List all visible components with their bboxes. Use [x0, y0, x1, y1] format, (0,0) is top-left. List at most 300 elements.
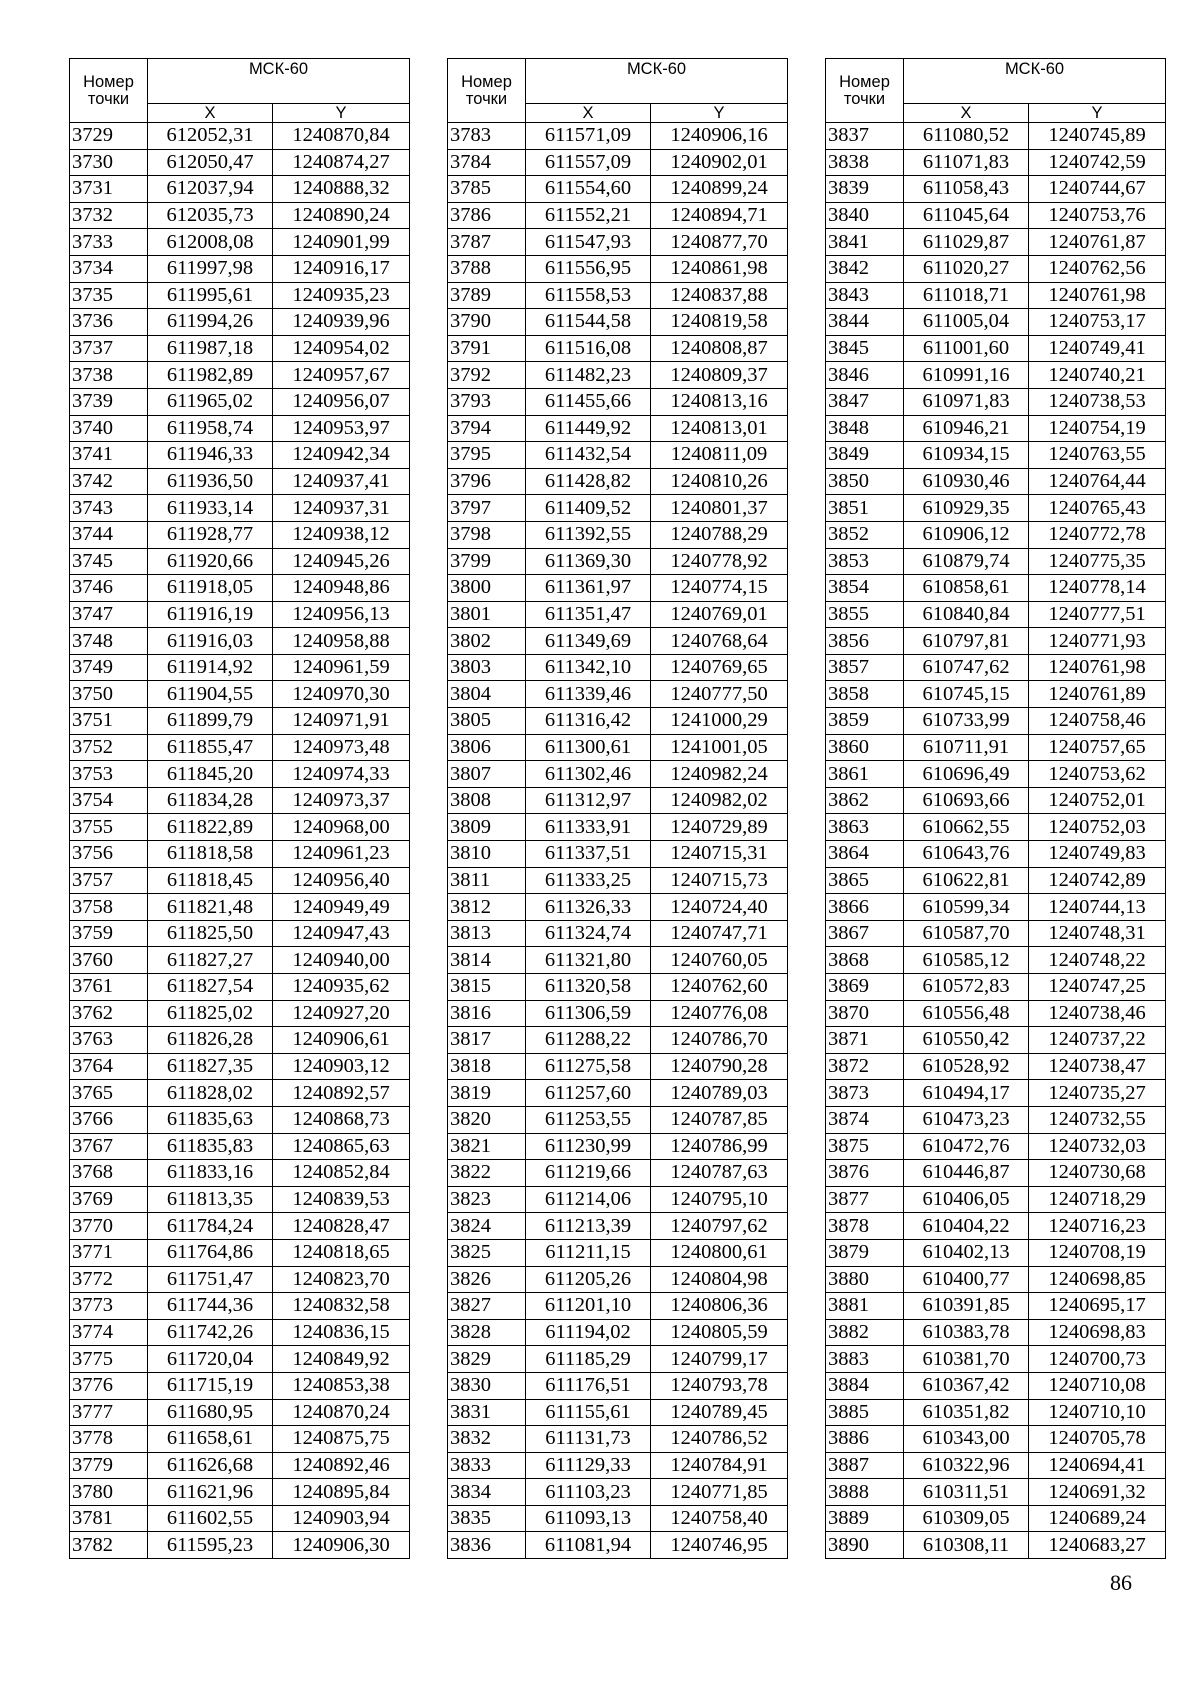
point-number-cell: 3746: [70, 575, 148, 602]
point-number-cell: 3818: [448, 1053, 526, 1080]
y-coordinate-cell: 1240903,94: [273, 1505, 410, 1532]
point-number-cell: 3748: [70, 628, 148, 655]
point-number-cell: 3792: [448, 362, 526, 389]
point-number-cell: 3819: [448, 1080, 526, 1107]
table-row: [826, 468, 1166, 495]
x-coordinate-cell: 611288,22: [526, 1027, 651, 1054]
table-row: [448, 335, 788, 362]
point-number-cell: 3875: [826, 1133, 904, 1160]
table-row: [826, 1213, 1166, 1240]
y-coordinate-cell: 1240956,40: [273, 867, 410, 894]
point-number-cell: 3814: [448, 947, 526, 974]
page-number: 86: [1110, 1570, 1132, 1595]
table-row: [70, 1532, 410, 1559]
point-number-cell: 3847: [826, 388, 904, 415]
x-coordinate-cell: 610400,77: [904, 1266, 1029, 1293]
x-coordinate-cell: 610528,92: [904, 1053, 1029, 1080]
table-row: [448, 123, 788, 150]
table-row: [448, 1000, 788, 1027]
table-row: [70, 442, 410, 469]
table-row: [826, 894, 1166, 921]
point-number-cell: 3850: [826, 468, 904, 495]
y-coordinate-cell: 1240769,01: [651, 601, 788, 628]
x-coordinate-cell: 611845,20: [148, 761, 273, 788]
x-coordinate-cell: 611544,58: [526, 309, 651, 336]
table-row: [70, 1479, 410, 1506]
point-number-cell: 3769: [70, 1186, 148, 1213]
point-number-cell: 3848: [826, 415, 904, 442]
table-row: [70, 1505, 410, 1532]
table-row: [448, 149, 788, 176]
table-row: [448, 309, 788, 336]
y-coordinate-cell: 1240732,55: [1029, 1106, 1166, 1133]
point-number-cell: 3781: [70, 1505, 148, 1532]
point-number-cell: 3806: [448, 734, 526, 761]
y-coordinate-cell: 1240892,57: [273, 1080, 410, 1107]
point-number-cell: 3784: [448, 149, 526, 176]
table-row: [826, 734, 1166, 761]
y-coordinate-cell: 1240892,46: [273, 1452, 410, 1479]
point-number-cell: 3732: [70, 202, 148, 229]
table-row: [448, 814, 788, 841]
y-coordinate-cell: 1240939,96: [273, 309, 410, 336]
point-number-cell: 3884: [826, 1372, 904, 1399]
table-row: [70, 282, 410, 309]
y-coordinate-cell: 1240695,17: [1029, 1293, 1166, 1320]
table-row: [448, 1027, 788, 1054]
y-coordinate-cell: 1240705,78: [1029, 1426, 1166, 1453]
y-coordinate-cell: 1240763,55: [1029, 442, 1166, 469]
y-coordinate-cell: 1240865,63: [273, 1133, 410, 1160]
x-coordinate-cell: 611825,02: [148, 1000, 273, 1027]
y-coordinate-cell: 1240902,01: [651, 149, 788, 176]
y-coordinate-cell: 1240771,93: [1029, 628, 1166, 655]
y-coordinate-cell: 1240789,03: [651, 1080, 788, 1107]
y-coordinate-cell: 1240757,65: [1029, 734, 1166, 761]
x-coordinate-cell: 611835,83: [148, 1133, 273, 1160]
y-coordinate-cell: 1240861,98: [651, 255, 788, 282]
y-coordinate-cell: 1240937,31: [273, 495, 410, 522]
table-row: [70, 947, 410, 974]
y-coordinate-cell: 1240877,70: [651, 229, 788, 256]
y-coordinate-cell: 1240746,95: [651, 1532, 788, 1559]
x-coordinate-cell: 610585,12: [904, 947, 1029, 974]
point-number-cell: 3770: [70, 1213, 148, 1240]
x-coordinate-cell: 611449,92: [526, 415, 651, 442]
y-coordinate-cell: 1240742,89: [1029, 867, 1166, 894]
table-row: [826, 362, 1166, 389]
table-row: [70, 1186, 410, 1213]
y-coordinate-cell: 1240694,41: [1029, 1452, 1166, 1479]
point-number-cell: 3803: [448, 654, 526, 681]
point-number-cell: 3876: [826, 1160, 904, 1187]
column-header-coordinate-system: МСК-60: [526, 59, 788, 104]
point-number-cell: 3758: [70, 894, 148, 921]
y-coordinate-cell: 1240901,99: [273, 229, 410, 256]
point-number-cell: 3795: [448, 442, 526, 469]
table-row: [826, 1160, 1166, 1187]
x-coordinate-cell: 611987,18: [148, 335, 273, 362]
y-coordinate-cell: 1240745,89: [1029, 123, 1166, 150]
point-number-cell: 3775: [70, 1346, 148, 1373]
table-row: [70, 149, 410, 176]
point-number-cell: 3813: [448, 920, 526, 947]
y-coordinate-cell: 1240689,24: [1029, 1505, 1166, 1532]
point-number-cell: 3738: [70, 362, 148, 389]
point-number-cell: 3802: [448, 628, 526, 655]
y-coordinate-cell: 1240738,53: [1029, 388, 1166, 415]
y-coordinate-cell: 1240715,73: [651, 867, 788, 894]
point-number-cell: 3854: [826, 575, 904, 602]
point-number-cell: 3851: [826, 495, 904, 522]
table-row: [826, 1399, 1166, 1426]
x-coordinate-cell: 611626,68: [148, 1452, 273, 1479]
x-coordinate-cell: 610879,74: [904, 548, 1029, 575]
y-coordinate-cell: 1240849,92: [273, 1346, 410, 1373]
x-coordinate-cell: 611965,02: [148, 388, 273, 415]
y-coordinate-cell: 1240870,24: [273, 1399, 410, 1426]
table-row: [70, 415, 410, 442]
y-coordinate-cell: 1240744,13: [1029, 894, 1166, 921]
y-coordinate-cell: 1240875,75: [273, 1426, 410, 1453]
x-coordinate-cell: 612008,08: [148, 229, 273, 256]
y-coordinate-cell: 1240894,71: [651, 202, 788, 229]
table-row: [826, 1186, 1166, 1213]
x-coordinate-cell: 611558,53: [526, 282, 651, 309]
table-row: [826, 1027, 1166, 1054]
table-row: [70, 841, 410, 868]
y-coordinate-cell: 1240968,00: [273, 814, 410, 841]
x-coordinate-cell: 610797,81: [904, 628, 1029, 655]
column-header-coordinate-system: МСК-60: [904, 59, 1166, 104]
point-number-cell: 3804: [448, 681, 526, 708]
table-row: [70, 787, 410, 814]
table-row: [448, 1319, 788, 1346]
table-row: [70, 229, 410, 256]
point-number-cell: 3878: [826, 1213, 904, 1240]
table-row: [448, 787, 788, 814]
x-coordinate-cell: 611621,96: [148, 1479, 273, 1506]
y-coordinate-cell: 1240700,73: [1029, 1346, 1166, 1373]
y-coordinate-cell: 1240752,03: [1029, 814, 1166, 841]
point-number-cell: 3756: [70, 841, 148, 868]
point-number-cell: 3778: [70, 1426, 148, 1453]
x-coordinate-cell: 611428,82: [526, 468, 651, 495]
x-coordinate-cell: 610991,16: [904, 362, 1029, 389]
point-number-cell: 3887: [826, 1452, 904, 1479]
x-coordinate-cell: 611982,89: [148, 362, 273, 389]
x-coordinate-cell: 611715,19: [148, 1372, 273, 1399]
x-coordinate-cell: 610745,15: [904, 681, 1029, 708]
y-coordinate-cell: 1240771,85: [651, 1479, 788, 1506]
y-coordinate-cell: 1240961,59: [273, 654, 410, 681]
table-row: [70, 495, 410, 522]
x-coordinate-cell: 611211,15: [526, 1239, 651, 1266]
y-coordinate-cell: 1240974,33: [273, 761, 410, 788]
point-number-cell: 3734: [70, 255, 148, 282]
y-coordinate-cell: 1241000,29: [651, 708, 788, 735]
y-coordinate-cell: 1240954,02: [273, 335, 410, 362]
table-row: [448, 734, 788, 761]
x-coordinate-cell: 611720,04: [148, 1346, 273, 1373]
y-coordinate-cell: 1240937,41: [273, 468, 410, 495]
x-coordinate-cell: 611827,54: [148, 974, 273, 1001]
table-row: [70, 894, 410, 921]
table-row: [826, 335, 1166, 362]
point-number-cell: 3765: [70, 1080, 148, 1107]
y-coordinate-cell: 1240870,84: [273, 123, 410, 150]
point-number-cell: 3839: [826, 176, 904, 203]
point-number-cell: 3809: [448, 814, 526, 841]
y-coordinate-cell: 1240747,71: [651, 920, 788, 947]
table-row: [826, 1505, 1166, 1532]
x-coordinate-cell: 610404,22: [904, 1213, 1029, 1240]
x-coordinate-cell: 611835,63: [148, 1106, 273, 1133]
table-row: [448, 947, 788, 974]
point-number-cell: 3805: [448, 708, 526, 735]
y-coordinate-cell: 1240760,05: [651, 947, 788, 974]
x-coordinate-cell: 610840,84: [904, 601, 1029, 628]
table-row: [826, 1000, 1166, 1027]
point-number-cell: 3763: [70, 1027, 148, 1054]
y-coordinate-cell: 1240764,44: [1029, 468, 1166, 495]
table-row: [70, 1319, 410, 1346]
table-row: [826, 176, 1166, 203]
y-coordinate-cell: 1240888,32: [273, 176, 410, 203]
table-row: [70, 1053, 410, 1080]
table-row: [70, 255, 410, 282]
table-row: [826, 495, 1166, 522]
table-row: [70, 601, 410, 628]
point-number-cell: 3844: [826, 309, 904, 336]
point-number-cell: 3865: [826, 867, 904, 894]
table-row: [448, 867, 788, 894]
table-row: [826, 1426, 1166, 1453]
table-row: [70, 1160, 410, 1187]
table-row: [826, 974, 1166, 1001]
table-row: [826, 1452, 1166, 1479]
point-number-cell: 3826: [448, 1266, 526, 1293]
point-number-cell: 3810: [448, 841, 526, 868]
point-number-cell: 3874: [826, 1106, 904, 1133]
table-row: [448, 1346, 788, 1373]
x-coordinate-cell: 611020,27: [904, 255, 1029, 282]
point-number-cell: 3801: [448, 601, 526, 628]
point-number-cell: 3786: [448, 202, 526, 229]
point-number-cell: 3834: [448, 1479, 526, 1506]
y-coordinate-cell: 1240958,88: [273, 628, 410, 655]
point-number-cell: 3762: [70, 1000, 148, 1027]
x-coordinate-cell: 611554,60: [526, 176, 651, 203]
point-number-cell: 3828: [448, 1319, 526, 1346]
point-number-cell: 3849: [826, 442, 904, 469]
table-row: [448, 601, 788, 628]
x-coordinate-cell: 611571,09: [526, 123, 651, 150]
y-coordinate-cell: 1240801,37: [651, 495, 788, 522]
y-coordinate-cell: 1240799,17: [651, 1346, 788, 1373]
y-coordinate-cell: 1240940,00: [273, 947, 410, 974]
x-coordinate-cell: 611918,05: [148, 575, 273, 602]
y-coordinate-cell: 1240890,24: [273, 202, 410, 229]
point-number-cell: 3729: [70, 123, 148, 150]
table-row: [448, 1186, 788, 1213]
point-number-cell: 3740: [70, 415, 148, 442]
y-coordinate-cell: 1240762,56: [1029, 255, 1166, 282]
y-coordinate-cell: 1240761,98: [1029, 282, 1166, 309]
point-number-cell: 3824: [448, 1213, 526, 1240]
point-number-cell: 3776: [70, 1372, 148, 1399]
x-coordinate-cell: 611958,74: [148, 415, 273, 442]
table-row: [70, 1080, 410, 1107]
table-row: [826, 1319, 1166, 1346]
table-row: [826, 1479, 1166, 1506]
x-coordinate-cell: 611093,13: [526, 1505, 651, 1532]
table-row: [826, 521, 1166, 548]
point-number-cell: 3860: [826, 734, 904, 761]
x-coordinate-cell: 610308,11: [904, 1532, 1029, 1559]
point-number-cell: 3886: [826, 1426, 904, 1453]
x-coordinate-cell: 610556,48: [904, 1000, 1029, 1027]
y-coordinate-cell: 1240804,98: [651, 1266, 788, 1293]
point-number-cell: 3799: [448, 548, 526, 575]
point-number-cell: 3888: [826, 1479, 904, 1506]
table-row: [70, 1027, 410, 1054]
column-header-point-number: Номер точки: [448, 59, 526, 123]
point-number-cell: 3808: [448, 787, 526, 814]
x-coordinate-cell: 611253,55: [526, 1106, 651, 1133]
y-coordinate-cell: 1240895,84: [273, 1479, 410, 1506]
point-number-cell: 3796: [448, 468, 526, 495]
table-row: [70, 628, 410, 655]
point-number-cell: 3737: [70, 335, 148, 362]
x-coordinate-cell: 611392,55: [526, 521, 651, 548]
point-number-cell: 3735: [70, 282, 148, 309]
x-coordinate-cell: 611899,79: [148, 708, 273, 735]
point-number-cell: 3836: [448, 1532, 526, 1559]
y-coordinate-cell: 1240738,47: [1029, 1053, 1166, 1080]
x-coordinate-cell: 611916,19: [148, 601, 273, 628]
y-coordinate-cell: 1240832,58: [273, 1293, 410, 1320]
point-number-cell: 3866: [826, 894, 904, 921]
table-row: [70, 1426, 410, 1453]
point-number-cell: 3816: [448, 1000, 526, 1027]
x-coordinate-cell: 610311,51: [904, 1479, 1029, 1506]
point-number-cell: 3890: [826, 1532, 904, 1559]
table-row: [826, 654, 1166, 681]
table-row: [448, 628, 788, 655]
x-coordinate-cell: 611764,86: [148, 1239, 273, 1266]
point-number-cell: 3733: [70, 229, 148, 256]
y-coordinate-cell: 1240761,87: [1029, 229, 1166, 256]
x-coordinate-cell: 610351,82: [904, 1399, 1029, 1426]
x-coordinate-cell: 612037,94: [148, 176, 273, 203]
table-row: [448, 202, 788, 229]
point-number-cell: 3794: [448, 415, 526, 442]
x-coordinate-cell: 610343,00: [904, 1426, 1029, 1453]
point-number-cell: 3797: [448, 495, 526, 522]
x-coordinate-cell: 611995,61: [148, 282, 273, 309]
y-coordinate-cell: 1240953,97: [273, 415, 410, 442]
table-row: [448, 1505, 788, 1532]
y-coordinate-cell: 1240775,35: [1029, 548, 1166, 575]
y-coordinate-cell: 1240708,19: [1029, 1239, 1166, 1266]
point-number-cell: 3837: [826, 123, 904, 150]
x-coordinate-cell: 610587,70: [904, 920, 1029, 947]
y-coordinate-cell: 1240949,49: [273, 894, 410, 921]
y-coordinate-cell: 1240754,19: [1029, 415, 1166, 442]
table-row: [448, 974, 788, 1001]
x-coordinate-cell: 610550,42: [904, 1027, 1029, 1054]
y-coordinate-cell: 1240956,13: [273, 601, 410, 628]
x-coordinate-cell: 611081,94: [526, 1532, 651, 1559]
x-coordinate-cell: 611936,50: [148, 468, 273, 495]
table-row: [826, 282, 1166, 309]
x-coordinate-cell: 611103,23: [526, 1479, 651, 1506]
x-coordinate-cell: 611045,64: [904, 202, 1029, 229]
table-row: [70, 654, 410, 681]
table-row: [70, 1293, 410, 1320]
x-coordinate-cell: 610622,81: [904, 867, 1029, 894]
table-row: [70, 920, 410, 947]
table-row: [70, 1000, 410, 1027]
x-coordinate-cell: 611300,61: [526, 734, 651, 761]
table-row: [826, 442, 1166, 469]
table-row: [70, 309, 410, 336]
point-number-cell: 3867: [826, 920, 904, 947]
point-number-cell: 3843: [826, 282, 904, 309]
point-number-cell: 3841: [826, 229, 904, 256]
point-number-cell: 3862: [826, 787, 904, 814]
x-coordinate-cell: 611321,80: [526, 947, 651, 974]
point-number-cell: 3793: [448, 388, 526, 415]
point-number-cell: 3817: [448, 1027, 526, 1054]
y-coordinate-cell: 1240973,37: [273, 787, 410, 814]
table-row: [826, 1293, 1166, 1320]
x-coordinate-cell: 611409,52: [526, 495, 651, 522]
point-number-cell: 3838: [826, 149, 904, 176]
table-row: [70, 1239, 410, 1266]
point-number-cell: 3823: [448, 1186, 526, 1213]
x-coordinate-cell: 611029,87: [904, 229, 1029, 256]
point-number-cell: 3759: [70, 920, 148, 947]
column-header-point-number: Номер точки: [826, 59, 904, 123]
x-coordinate-cell: 611818,45: [148, 867, 273, 894]
x-coordinate-cell: 611855,47: [148, 734, 273, 761]
x-coordinate-cell: 611556,95: [526, 255, 651, 282]
y-coordinate-cell: 1240956,07: [273, 388, 410, 415]
table-row: [70, 1106, 410, 1133]
y-coordinate-cell: 1240868,73: [273, 1106, 410, 1133]
y-coordinate-cell: 1241001,05: [651, 734, 788, 761]
point-number-cell: 3872: [826, 1053, 904, 1080]
point-number-cell: 3791: [448, 335, 526, 362]
point-number-cell: 3820: [448, 1106, 526, 1133]
point-number-cell: 3773: [70, 1293, 148, 1320]
table-row: [826, 761, 1166, 788]
point-number-cell: 3764: [70, 1053, 148, 1080]
x-coordinate-cell: 611833,16: [148, 1160, 273, 1187]
point-number-cell: 3772: [70, 1266, 148, 1293]
table-row: [448, 415, 788, 442]
table-row: [826, 1266, 1166, 1293]
x-coordinate-cell: 611822,89: [148, 814, 273, 841]
table-row: [70, 814, 410, 841]
y-coordinate-cell: 1240718,29: [1029, 1186, 1166, 1213]
x-coordinate-cell: 611205,26: [526, 1266, 651, 1293]
table-row: [448, 1080, 788, 1107]
x-coordinate-cell: 611828,02: [148, 1080, 273, 1107]
x-coordinate-cell: 611219,66: [526, 1160, 651, 1187]
